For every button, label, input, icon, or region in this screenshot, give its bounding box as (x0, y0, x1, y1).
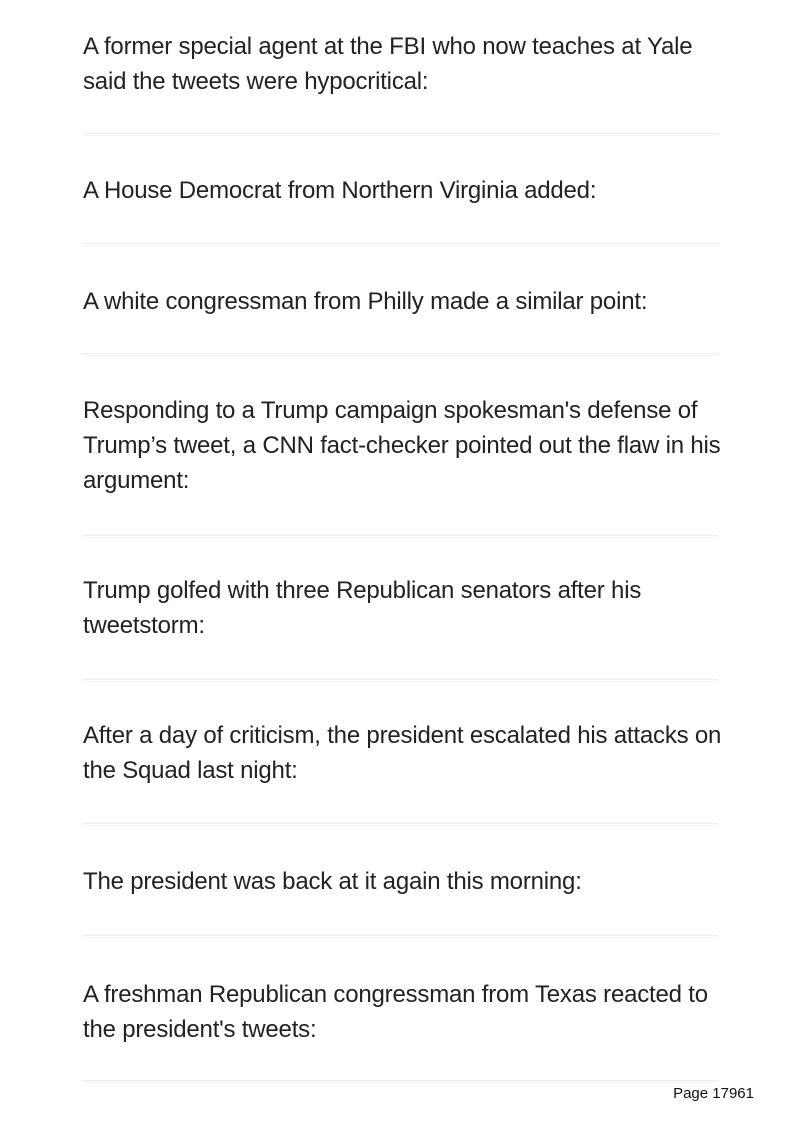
paragraph-cnn-fact-checker: Responding to a Trump campaign spokesman's defense of Trump’s tweet, a CNN fact-checker pointed out the flaw in his argument: (83, 397, 721, 494)
embed-divider (83, 133, 718, 136)
paragraph-trump-golfed: Trump golfed with three Republican senators after his tweetstorm: (83, 577, 642, 639)
page-number: Page 17961 (673, 1085, 754, 1102)
paragraph-back-at-it: The president was back at it again this morning: (83, 868, 582, 895)
embed-divider (83, 1080, 718, 1083)
embed-divider (83, 243, 718, 246)
embed-divider (83, 535, 718, 538)
embed-divider (83, 679, 718, 682)
embed-divider (83, 935, 718, 938)
paragraph-texas-republican: A freshman Republican congressman from Texas reacted to the president's tweets: (83, 981, 708, 1043)
embed-divider (83, 823, 718, 826)
paragraph-house-democrat: A House Democrat from Northern Virginia added: (83, 177, 597, 204)
paragraph-president-escalated: After a day of criticism, the president escalated his attacks on the Squad last night: (83, 722, 722, 784)
embed-divider (83, 353, 718, 356)
paragraph-fbi-agent: A former special agent at the FBI who now teaches at Yale said the tweets were hypocritical: (83, 33, 693, 95)
paragraph-philly-congressman: A white congressman from Philly made a similar point: (83, 288, 648, 315)
